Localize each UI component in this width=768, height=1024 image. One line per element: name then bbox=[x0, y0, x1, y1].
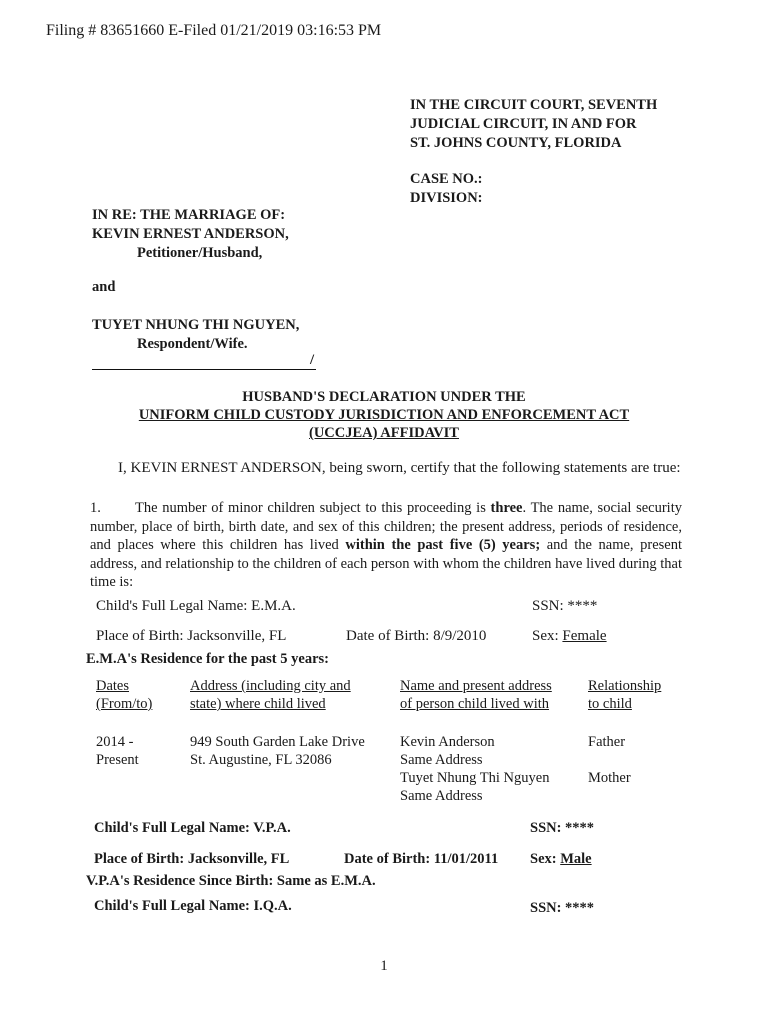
paragraph-emphasis: three bbox=[490, 500, 523, 516]
header-line: Address (including city and bbox=[190, 678, 351, 694]
paragraph-1 bbox=[90, 499, 682, 592]
cell-line: 949 South Garden Lake Drive bbox=[190, 734, 365, 750]
child1-name: Child's Full Legal Name: E.M.A. bbox=[96, 598, 296, 614]
child2-sex bbox=[530, 851, 592, 868]
cell-line: St. Augustine, FL 32086 bbox=[190, 752, 332, 768]
sex-label: Sex: bbox=[532, 628, 563, 644]
respondent-block bbox=[92, 316, 299, 354]
header-line: Relationship bbox=[588, 678, 662, 694]
court-heading bbox=[410, 96, 657, 153]
child1-sex bbox=[532, 628, 607, 645]
table-header-relationship bbox=[588, 677, 661, 713]
child1-residence-heading: E.M.A's Residence for the past 5 years: bbox=[86, 651, 329, 667]
case-caption bbox=[92, 206, 289, 263]
petitioner-role: Petitioner/Husband, bbox=[137, 245, 263, 261]
child1-ssn: SSN: **** bbox=[532, 598, 598, 614]
title-line: (UCCJEA) AFFIDAVIT bbox=[309, 425, 459, 441]
filing-stamp: Filing # 83651660 E-Filed 01/21/2019 03:16:53 PM bbox=[46, 22, 382, 39]
child2-place-of-birth: Place of Birth: Jacksonville, FL bbox=[94, 851, 290, 867]
intro-statement: I, KEVIN ERNEST ANDERSON, being sworn, certify that the following statements are true: bbox=[118, 460, 681, 476]
title-line: UNIFORM CHILD CUSTODY JURISDICTION AND ENFORCEMENT ACT bbox=[138, 407, 630, 423]
case-info bbox=[410, 170, 483, 208]
court-line: IN THE CIRCUIT COURT, SEVENTH bbox=[410, 97, 658, 113]
sex-value: Male bbox=[560, 851, 592, 867]
in-re-line: IN RE: THE MARRIAGE OF: bbox=[92, 207, 286, 223]
child2-name: Child's Full Legal Name: V.P.A. bbox=[94, 820, 291, 836]
header-line: Name and present address bbox=[400, 678, 552, 694]
header-line: Dates bbox=[96, 678, 130, 694]
child2-date-of-birth: Date of Birth: 11/01/2011 bbox=[344, 851, 499, 867]
child1-date-of-birth: Date of Birth: 8/9/2010 bbox=[346, 628, 487, 644]
case-number-label: CASE NO.: bbox=[410, 171, 483, 187]
header-line: state) where child lived bbox=[190, 696, 326, 712]
page-number: 1 bbox=[380, 958, 388, 974]
cell-line: 2014 - bbox=[96, 734, 134, 750]
petitioner-name: KEVIN ERNEST ANDERSON, bbox=[92, 226, 289, 242]
paragraph-number: 1. bbox=[90, 500, 101, 516]
header-line: of person child lived with bbox=[400, 696, 550, 712]
table-cell-persons bbox=[400, 733, 549, 805]
child2-ssn: SSN: **** bbox=[530, 820, 595, 836]
table-cell-dates bbox=[96, 733, 139, 769]
sex-value: Female bbox=[562, 628, 607, 644]
paragraph-text: and the name, present address, and relationship to the children of each person with whom the children have lived during that time is: bbox=[90, 537, 682, 590]
division-label: DIVISION: bbox=[410, 190, 483, 206]
table-cell-address bbox=[190, 733, 365, 769]
child3-name: Child's Full Legal Name: I.Q.A. bbox=[94, 898, 292, 914]
header-line: to child bbox=[588, 696, 632, 712]
paragraph-text: . The name, social security number, place of birth, birth date, and sex of this children; the present address, periods of residence, and places where this children has lived bbox=[90, 500, 682, 553]
cell-line bbox=[588, 751, 631, 769]
cell-line: Same Address bbox=[400, 788, 483, 804]
sex-label: Sex: bbox=[530, 851, 561, 867]
paragraph-emphasis: within the past five (5) years; bbox=[345, 537, 541, 553]
court-line: ST. JOHNS COUNTY, FLORIDA bbox=[410, 135, 622, 151]
table-cell-relationships bbox=[588, 733, 631, 787]
cell-line: Mother bbox=[588, 770, 631, 786]
cell-line: Same Address bbox=[400, 752, 483, 768]
and-conjunction: and bbox=[92, 279, 116, 295]
cell-line: Tuyet Nhung Thi Nguyen bbox=[400, 770, 550, 786]
court-line: JUDICIAL CIRCUIT, IN AND FOR bbox=[410, 116, 637, 132]
caption-slash: / bbox=[310, 352, 315, 368]
cell-line: Father bbox=[588, 734, 626, 750]
table-header-person bbox=[400, 677, 552, 713]
respondent-role: Respondent/Wife. bbox=[137, 336, 248, 352]
title-line: HUSBAND'S DECLARATION UNDER THE bbox=[242, 389, 526, 405]
child3-ssn: SSN: **** bbox=[530, 900, 595, 916]
document-title bbox=[0, 388, 768, 442]
header-line: (From/to) bbox=[96, 696, 153, 712]
table-header-address bbox=[190, 677, 351, 713]
paragraph-text: The number of minor children subject to this proceeding is bbox=[135, 500, 491, 516]
table-header-dates bbox=[96, 677, 152, 713]
child2-residence: V.P.A's Residence Since Birth: Same as E.M.A. bbox=[86, 873, 376, 889]
respondent-name: TUYET NHUNG THI NGUYEN, bbox=[92, 317, 300, 333]
child1-place-of-birth: Place of Birth: Jacksonville, FL bbox=[96, 628, 287, 644]
caption-rule bbox=[92, 353, 316, 370]
cell-line: Present bbox=[96, 752, 139, 768]
cell-line: Kevin Anderson bbox=[400, 734, 495, 750]
